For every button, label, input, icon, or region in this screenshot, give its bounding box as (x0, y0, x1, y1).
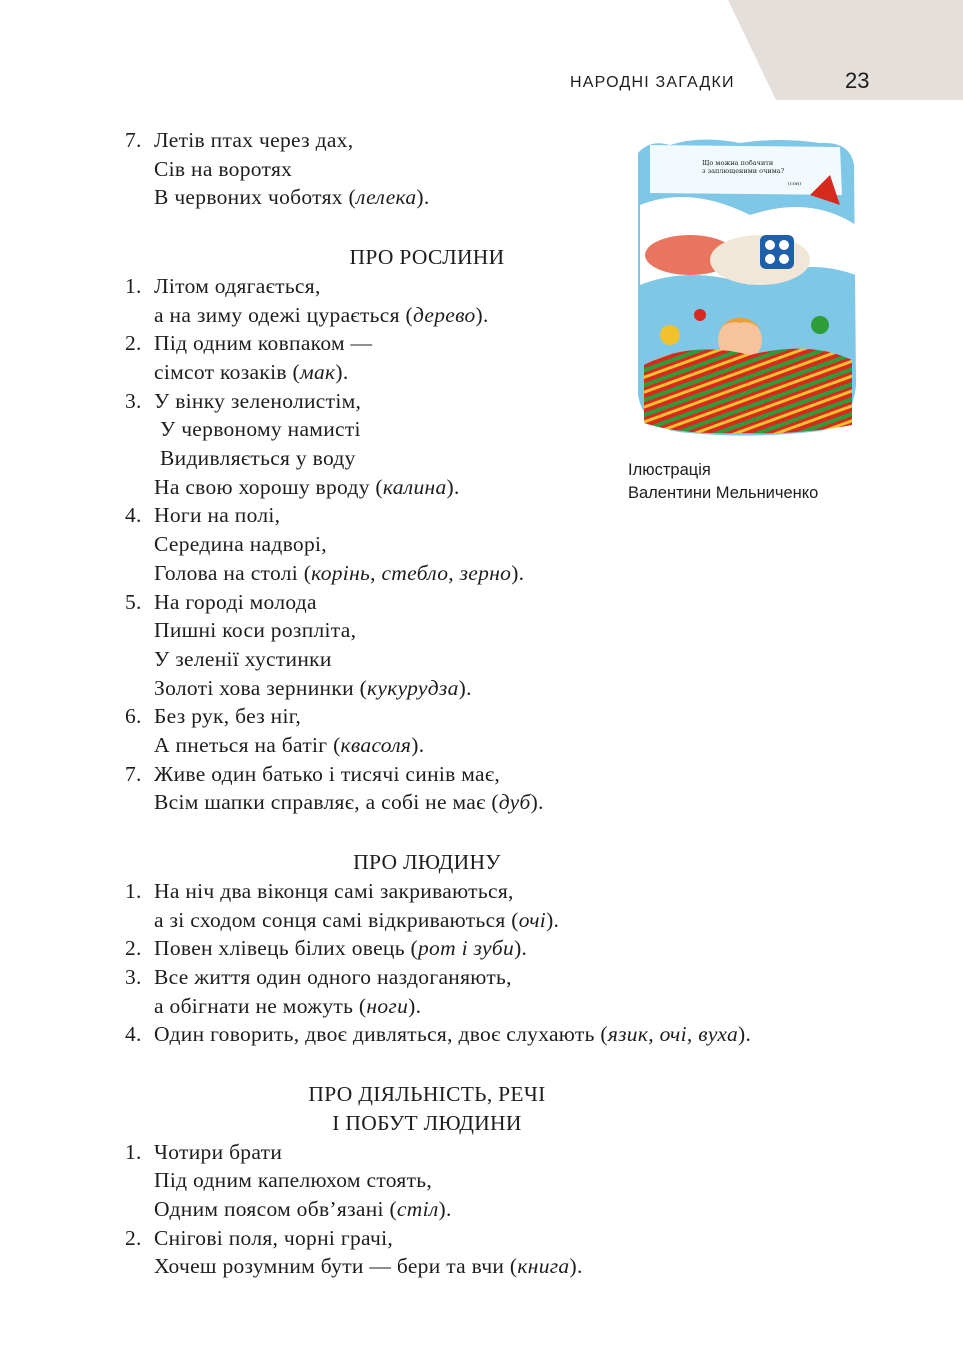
riddle-answer: лелека (355, 185, 417, 210)
riddle (125, 760, 885, 817)
riddle-answer: дерево (412, 302, 476, 327)
riddle-line: Всім шапки справляє, а собі не має (дуб). (154, 790, 544, 815)
riddle-number: 7. (125, 761, 142, 786)
riddle-line: Голова на столі (корінь, стебло, зерно). (154, 560, 525, 585)
riddle-number: 7. (125, 128, 142, 152)
section-title: ПРО РОСЛИНИ (349, 245, 505, 270)
riddle-number: 4. (125, 503, 142, 528)
running-header: НАРОДНІ ЗАГАДКИ (570, 74, 735, 91)
riddle (125, 501, 885, 587)
riddle-line: Хочеш розумним бути — бери та вчи (книга). (154, 1254, 583, 1279)
riddle-answer: язик, очі, вуха (607, 1022, 739, 1047)
riddle (125, 877, 885, 934)
riddle-number: 4. (125, 1022, 142, 1047)
page-number: 23 (845, 68, 870, 93)
riddle-number: 2. (125, 936, 142, 961)
riddle (125, 934, 885, 963)
riddle-line: Без рук, без ніг, (154, 704, 302, 729)
riddle (125, 329, 885, 386)
riddle-line: Живе один батько і тисячі синів має, (154, 761, 501, 786)
riddle (125, 702, 885, 759)
riddle-line: Все життя один одного наздоганяють, (154, 964, 512, 989)
riddle-line: Чотири брати (154, 1139, 283, 1164)
riddle-line: Під одним капелюхом стоять, (154, 1168, 433, 1193)
riddle-line: Ноги на полі, (154, 503, 281, 528)
riddle-line: Видивляється у воду (160, 446, 356, 471)
riddle-number: 1. (125, 878, 142, 903)
riddle-number: 3. (125, 388, 142, 413)
riddle-number: 2. (125, 1225, 142, 1250)
section-title: ПРО ЛЮДИНУ (353, 850, 501, 875)
riddle-number: 2. (125, 331, 142, 356)
riddle-answer: дуб (498, 790, 531, 815)
riddle (125, 1138, 885, 1224)
riddle-line: а на зиму одежі цурається (дерево). (154, 302, 489, 327)
riddle (125, 272, 885, 329)
riddle-line: Один говорить, двоє дивляться, двоє слухають (язик, очі, вуха). (154, 1022, 752, 1047)
riddle-line: На городі молода (154, 589, 317, 614)
riddle-line: Летів птах через дах, (154, 128, 354, 152)
riddle-line: Середина надворі, (154, 532, 327, 557)
illustration-answer: (сон) (788, 181, 802, 187)
riddle-line: Повен хлівець білих овець (рот і зуби). (154, 936, 528, 961)
riddle-line: У зеленії хустинки (154, 646, 332, 671)
illustration-title-1: Що можна побачити (702, 159, 774, 167)
riddle-answer: корінь, стебло, зерно (311, 560, 512, 585)
riddle (125, 963, 885, 1020)
riddle-number: 5. (125, 589, 142, 614)
intro-riddle (125, 126, 885, 212)
riddle (125, 588, 885, 703)
riddle (125, 1224, 885, 1281)
riddle-line: а зі сходом сонця самі відкриваються (очі). (154, 907, 560, 932)
riddle-line: У вінку зеленолистім, (154, 388, 362, 413)
riddle-answer: квасоля (340, 733, 412, 758)
riddle-answer: рот і зуби (417, 936, 515, 961)
riddles-content (125, 126, 885, 1281)
riddle-line: Літом одягається, (154, 273, 321, 298)
riddle-line: Снігові поля, чорні грачі, (154, 1225, 394, 1250)
riddle-answer: ноги (366, 993, 409, 1018)
riddle-answer: очі (518, 907, 547, 932)
riddle-line: А пнеться на батіг (квасоля). (154, 733, 425, 758)
riddle-number: 3. (125, 964, 142, 989)
riddle-line: Під одним ковпаком — (154, 331, 373, 356)
page-corner-tab (0, 0, 963, 100)
caption-line-2: Валентини Мельниченко (628, 484, 819, 502)
riddle-line: Сів на воротях (154, 156, 293, 181)
illustration-title-2: з заплющеними очима? (702, 167, 785, 175)
riddle-line: Золоті хова зернинки (кукурудза). (154, 675, 472, 700)
riddle-number: 1. (125, 1139, 142, 1164)
riddle-line: сімсот козаків (мак). (154, 359, 349, 384)
riddle-number: 1. (125, 273, 142, 298)
sections-container (125, 243, 885, 1281)
caption-line-1: Ілюстрація (628, 461, 711, 479)
section-title: ПРО ДІЯЛЬНІСТЬ, РЕЧІ І ПОБУТ ЛЮДИНИ (308, 1082, 546, 1135)
riddle (125, 1020, 885, 1049)
riddle-line: На ніч два віконця самі закриваються, (154, 878, 514, 903)
riddle (125, 387, 885, 502)
riddle-answer: стіл (396, 1196, 439, 1221)
riddle-line: В червоних чоботях (лелека). (154, 185, 430, 210)
riddle-line: а обігнати не можуть (ноги). (154, 993, 422, 1018)
riddle-answer: калина (382, 474, 447, 499)
riddle-answer: кукурудза (367, 675, 459, 700)
riddle-answer: мак (299, 359, 336, 384)
riddle-number: 6. (125, 704, 142, 729)
riddle-line: На свою хорошу вроду (калина). (154, 474, 460, 499)
riddle-line: Одним поясом обв’язані (стіл). (154, 1196, 452, 1221)
riddle-line: Пишні коси розпліта, (154, 618, 357, 643)
riddle-line: У червоному намисті (160, 417, 361, 442)
riddle-answer: книга (517, 1254, 570, 1279)
